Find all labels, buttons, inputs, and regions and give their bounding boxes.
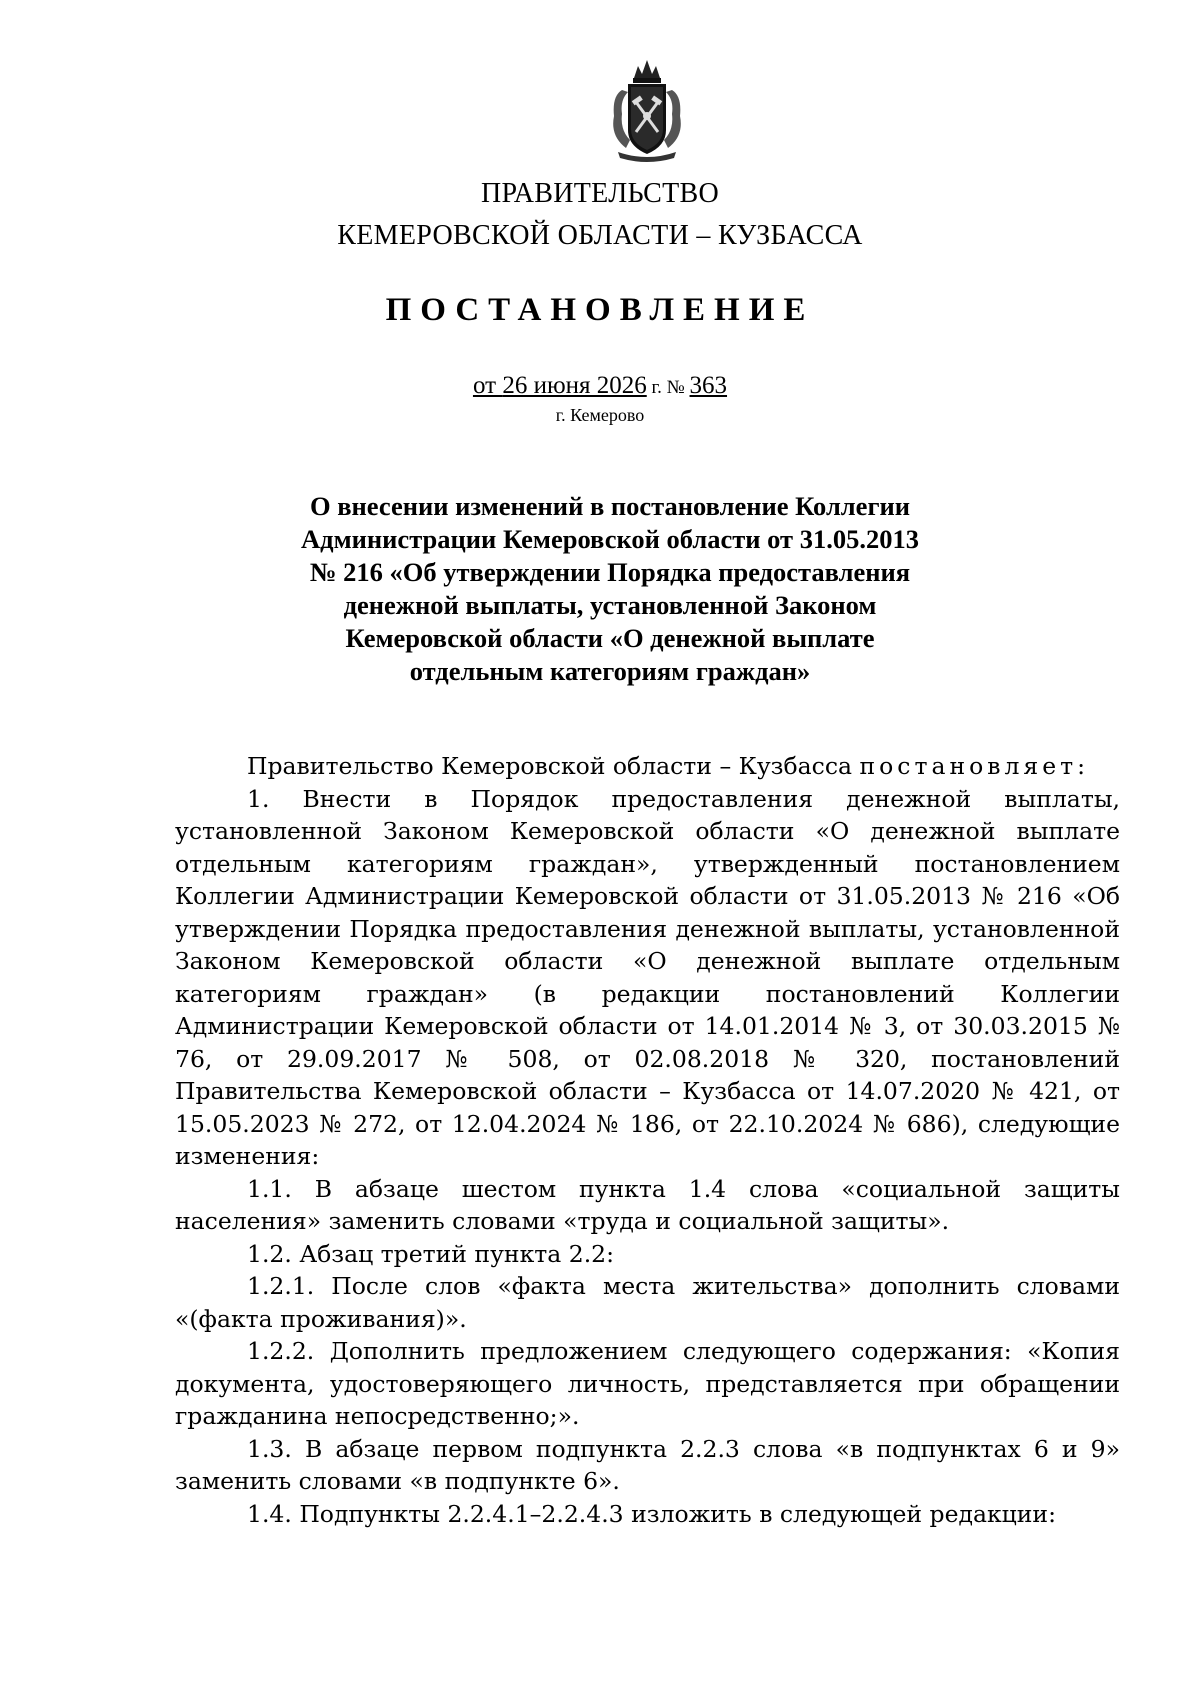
city-label: г. Кемерово: [555, 405, 645, 425]
title-line: денежной выплаты, установленной Законом: [343, 590, 877, 620]
body-paragraph: 1.1. В абзаце шестом пункта 1.4 слова «социальной защиты населения» заменить словами «труда и социальной защиты».: [175, 1174, 1120, 1235]
title-line: О внесении изменений в постановление Коллегии: [309, 491, 911, 521]
body-paragraph: 1.4. Подпункты 2.2.4.1–2.2.4.3 изложить в следующей редакции:: [247, 1499, 1057, 1528]
document-date-line: [0, 372, 1200, 400]
title-line: Кемеровской области «О денежной выплате: [345, 623, 875, 653]
body-paragraph: 1.2.2. Дополнить предложением следующего содержания: «Копия документа, удостоверяющего личность, представляется при обращении гражданина непосредственно;».: [175, 1337, 1120, 1430]
government-name-line1: ПРАВИТЕЛЬСТВО: [480, 178, 720, 209]
body-paragraph: 1.2. Абзац третий пункта 2.2:: [247, 1239, 615, 1268]
kemerovo-coat-of-arms-icon: [604, 56, 690, 162]
date-prefix: от: [472, 372, 503, 399]
document-date: 26 июня 2026: [502, 372, 647, 399]
year-number-label: г. №: [646, 377, 690, 398]
intro-text: Правительство Кемеровской области – Кузбасса: [247, 752, 860, 780]
body-paragraph: 1.3. В абзаце первом подпункта 2.2.3 слова «в подпунктах 6 и 9» заменить словами «в подпункте 6».: [175, 1434, 1120, 1495]
title-line: № 216 «Об утверждении Порядка предоставления: [309, 557, 911, 587]
document-body: [175, 750, 1120, 1530]
body-paragraph: 1. Внести в Порядок предоставления денежной выплаты, установленной Законом Кемеровской области «О денежной выплате отдельным категориям граждан», утвержденный постановлением Коллегии Администрации Кемеровской области от 31.05.2013 № 216 «Об утверждении Порядка предоставления денежной выплаты, установленной Законом Кемеровской области «О денежной выплате отдельным категориям граждан» (в редакции постановлений Коллегии Администрации Кемеровской области от 14.01.2014 № 3, от 30.03.2015 № 76, от 29.09.2017 № 508, от 02.08.2018 № 320, постановлений Правительства Кемеровской области – Кузбасса от 14.07.2020 № 421, от 15.05.2023 № 272, от 12.04.2024 № 186, от 22.10.2024 № 686), следующие изменения:: [175, 784, 1120, 1170]
title-line: Администрации Кемеровской области от 31.05.2013: [301, 524, 919, 554]
intro-paragraph: [175, 750, 1120, 783]
document-number: 363: [689, 372, 728, 399]
government-name-line2: КЕМЕРОВСКОЙ ОБЛАСТИ – КУЗБАССА: [337, 220, 863, 251]
document-title: [280, 490, 940, 688]
document-type-heading: ПОСТАНОВЛЕНИЕ: [385, 292, 815, 328]
body-paragraph: 1.2.1. После слов «факта места жительства» дополнить словами «(факта проживания)».: [175, 1272, 1120, 1333]
title-line: отдельным категориям граждан»: [409, 656, 811, 686]
intro-decree-word: постановляет:: [859, 752, 1090, 780]
